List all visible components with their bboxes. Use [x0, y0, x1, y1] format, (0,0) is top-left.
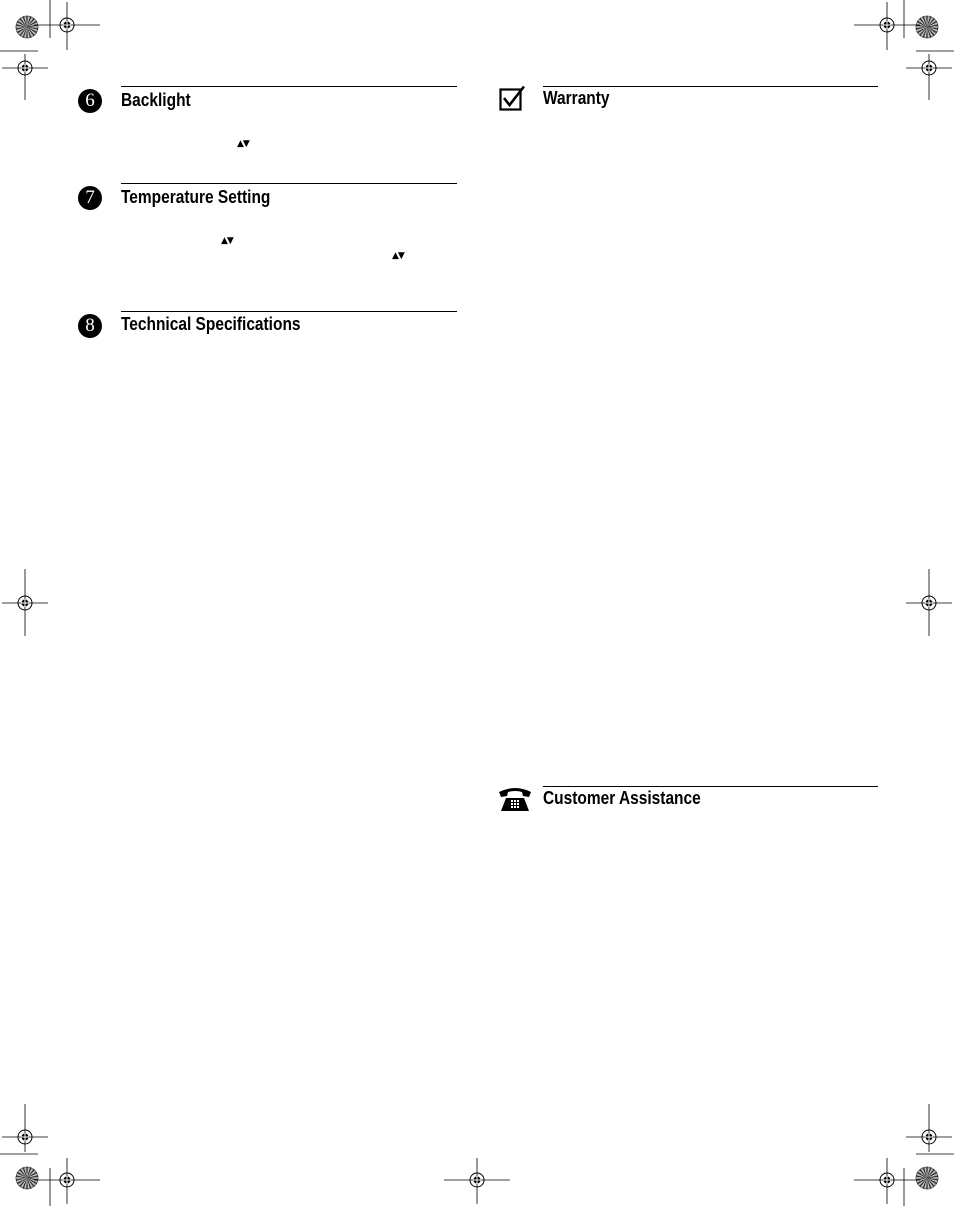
- heading-warranty: Warranty: [543, 88, 610, 108]
- number-badge-6: 6: [78, 89, 102, 113]
- heading-temperature-setting: Temperature Setting: [121, 187, 271, 207]
- color-target-icon: [916, 1167, 938, 1189]
- section-rule-backlight: [121, 86, 457, 87]
- up-down-arrows: ▲▼: [221, 236, 233, 246]
- color-target-icon: [16, 1167, 38, 1189]
- number-badge-7: 7: [78, 186, 102, 210]
- heading-backlight: Backlight: [121, 90, 191, 110]
- checkbox-icon: [499, 85, 527, 111]
- section-rule-temperature: [121, 183, 457, 184]
- heading-customer-assistance: Customer Assistance: [543, 788, 701, 808]
- color-target-icon: [916, 16, 938, 38]
- up-down-arrows: ▲▼: [237, 139, 249, 149]
- color-target-icon: [16, 16, 38, 38]
- section-rule-technical: [121, 311, 457, 312]
- telephone-icon: [498, 785, 532, 813]
- number-badge-8: 8: [78, 314, 102, 338]
- heading-technical-specifications: Technical Specifications: [121, 314, 301, 334]
- up-down-arrows: ▲▼: [392, 251, 404, 261]
